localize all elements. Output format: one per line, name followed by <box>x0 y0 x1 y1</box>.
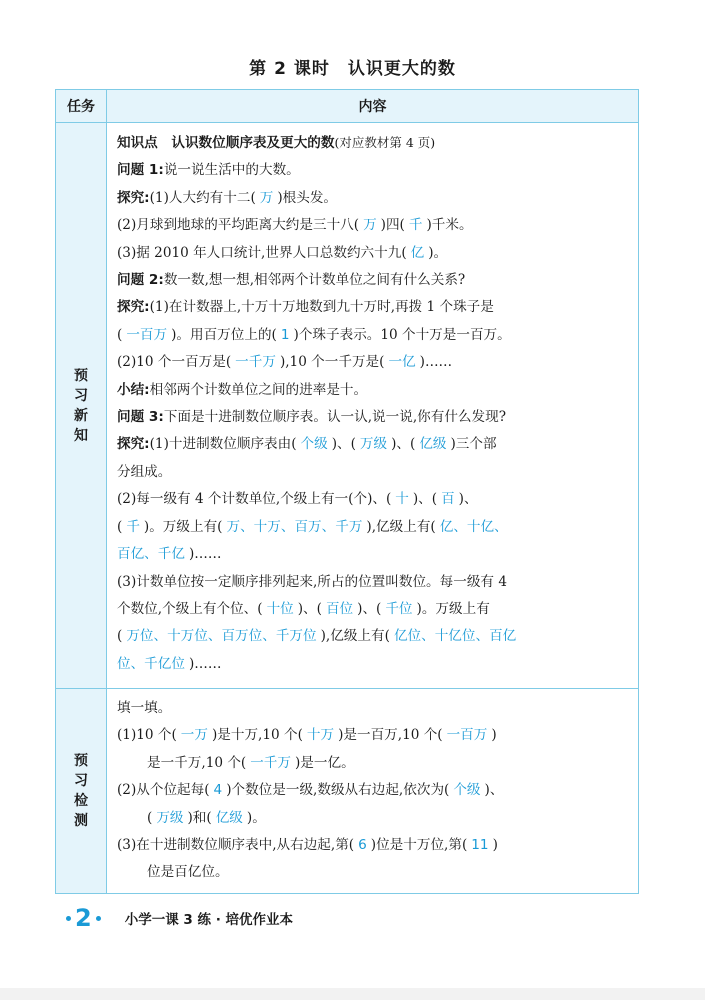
task-preview-new <box>56 123 107 689</box>
explore-3-line-1: 探究:(1)十进制数位顺序表由( 个级 )、( 万级 )、( 亿级 )三个部 <box>117 436 497 453</box>
task-char: 预 <box>74 752 88 769</box>
explore-3-line-4: ( 千 )。万级上有( 万、十万、百万、千万 ),亿级上有( 亿、十亿、 <box>117 514 632 541</box>
answer: 1 <box>280 326 290 343</box>
task-char: 知 <box>74 427 88 444</box>
question-3: 问题 3:下面是十进制数位顺序表。认一认,说一说,你有什么发现? <box>117 409 507 426</box>
answer: 十 <box>395 491 409 508</box>
answer: 千 <box>126 518 140 535</box>
answer: 百亿、千亿 <box>117 546 185 563</box>
check-2-line-2: ( 万级 )和( 亿级 )。 <box>147 809 266 826</box>
explore-3-line-6: (3)计数单位按一定顺序排列起来,所占的位置叫数位。每一级有 4 <box>117 573 507 590</box>
task-char: 新 <box>74 407 88 424</box>
answer: 一百万 <box>126 326 168 343</box>
explore-3-line-7: 个数位,个级上有个位、( 十位 )、( 百位 )、( 千位 )。万级上有 <box>117 600 490 617</box>
check-3-line-2: 位是百亿位。 <box>147 864 229 881</box>
answer: 一百万 <box>446 727 488 744</box>
header-task: 任务 <box>56 90 107 123</box>
explore-3-line-9: 位、千亿位 )…… <box>117 655 222 672</box>
question-2: 问题 2:数一数,想一想,相邻两个计数单位之间有什么关系? <box>117 272 466 289</box>
answer: 个级 <box>300 436 328 453</box>
knowledge-point: 知识点 认识数位顺序表及更大的数(对应教材第 4 页) <box>117 135 436 151</box>
check-2-line-1: (2)从个位起每( 4 )个数位是一级,数级从右边起,依次为( 个级 )、 <box>117 782 504 799</box>
answer: 万级 <box>359 436 388 453</box>
page-number: 2 <box>75 904 92 932</box>
task-char: 检 <box>74 792 88 809</box>
bottom-bar <box>0 988 705 1000</box>
answer: 千 <box>408 217 423 234</box>
explore-3-line-5: 百亿、千亿 )…… <box>117 546 222 563</box>
check-1-line-1: (1)10 个( 一万 )是十万,10 个( 十万 )是一百万,10 个( 一百万 ) <box>117 727 497 744</box>
task-char: 预 <box>74 367 88 384</box>
answer: 11 <box>471 837 489 854</box>
answer: 个级 <box>453 782 481 799</box>
answer: 亿位、十亿位、百亿 <box>393 628 517 645</box>
answer: 万位、十万位、百万位、千万位 <box>126 628 317 645</box>
header-content: 内容 <box>107 90 639 123</box>
answer: 千位 <box>385 600 413 617</box>
question-1: 问题 1:说一说生活中的大数。 <box>117 162 300 179</box>
check-content <box>107 689 639 894</box>
page-footer <box>62 903 293 933</box>
check-3-line-1: (3)在十进制数位顺序表中,从右边起,第( 6 )位是十万位,第( 11 ) <box>117 837 498 854</box>
summary: 小结:相邻两个计数单位之间的进率是十。 <box>117 381 368 398</box>
task-char: 习 <box>74 387 88 404</box>
answer: 6 <box>358 837 367 854</box>
answer: 一亿 <box>388 354 416 371</box>
explore-2-line-2: ( 一百万 )。用百万位上的( 1 )个珠子表示。10 个十万是一百万。 <box>117 326 511 343</box>
answer: 亿级 <box>419 436 447 453</box>
answer: 一万 <box>180 727 208 744</box>
explore-2-line-1: 探究:(1)在计数器上,十万十万地数到九十万时,再拨 1 个珠子是 <box>117 299 494 316</box>
answer: 百位 <box>325 600 354 617</box>
task-char: 习 <box>74 772 88 789</box>
explore-3-line-2: 分组成。 <box>117 463 172 480</box>
answer: 万 <box>259 189 274 206</box>
task-char: 测 <box>74 812 88 829</box>
explore-1-line-3: (3)据 2010 年人口统计,世界人口总数约六十九( 亿 )。 <box>117 244 448 261</box>
check-intro: 填一填。 <box>117 700 172 716</box>
check-1-line-2: 是一千万,10 个( 一千万 )是一亿。 <box>147 754 355 771</box>
answer: 亿 <box>410 244 425 261</box>
answer: 亿、十亿、 <box>439 518 508 535</box>
page-title: 第 2 课时 认识更大的数 <box>249 59 456 79</box>
explore-2-line-3: (2)10 个一百万是( 一千万 ),10 个一千万是( 一亿 )…… <box>117 354 453 371</box>
dot-icon <box>96 916 101 921</box>
explore-3-line-3: (2)每一级有 4 个计数单位,个级上有一(个)、( 十 )、( 百 )、 <box>117 491 478 508</box>
explore-3-line-8: ( 万位、十万位、百万位、千万位 ),亿级上有( 亿位、十亿位、百亿 <box>117 623 632 650</box>
answer: 万、十万、百万、千万 <box>226 518 363 535</box>
answer: 百 <box>441 491 455 508</box>
dot-icon <box>66 916 71 921</box>
preview-content <box>107 123 639 689</box>
answer: 万级 <box>156 809 184 826</box>
book-title: 小学一课 3 练 · 培优作业本 <box>124 912 294 928</box>
answer: 十万 <box>306 727 335 744</box>
answer: 一千万 <box>250 754 291 771</box>
answer: 一千万 <box>235 354 276 371</box>
answer: 4 <box>213 782 223 799</box>
explore-1-line-1: 探究:(1)人大约有十二( 万 )根头发。 <box>117 189 338 206</box>
answer: 位、千亿位 <box>117 655 185 672</box>
lesson-table <box>55 89 639 894</box>
explore-1-line-2: (2)月球到地球的平均距离大约是三十八( 万 )四( 千 )千米。 <box>117 217 473 234</box>
answer: 万 <box>363 217 377 234</box>
answer: 亿级 <box>215 809 243 826</box>
task-preview-check <box>56 689 107 894</box>
answer: 十位 <box>266 600 294 617</box>
